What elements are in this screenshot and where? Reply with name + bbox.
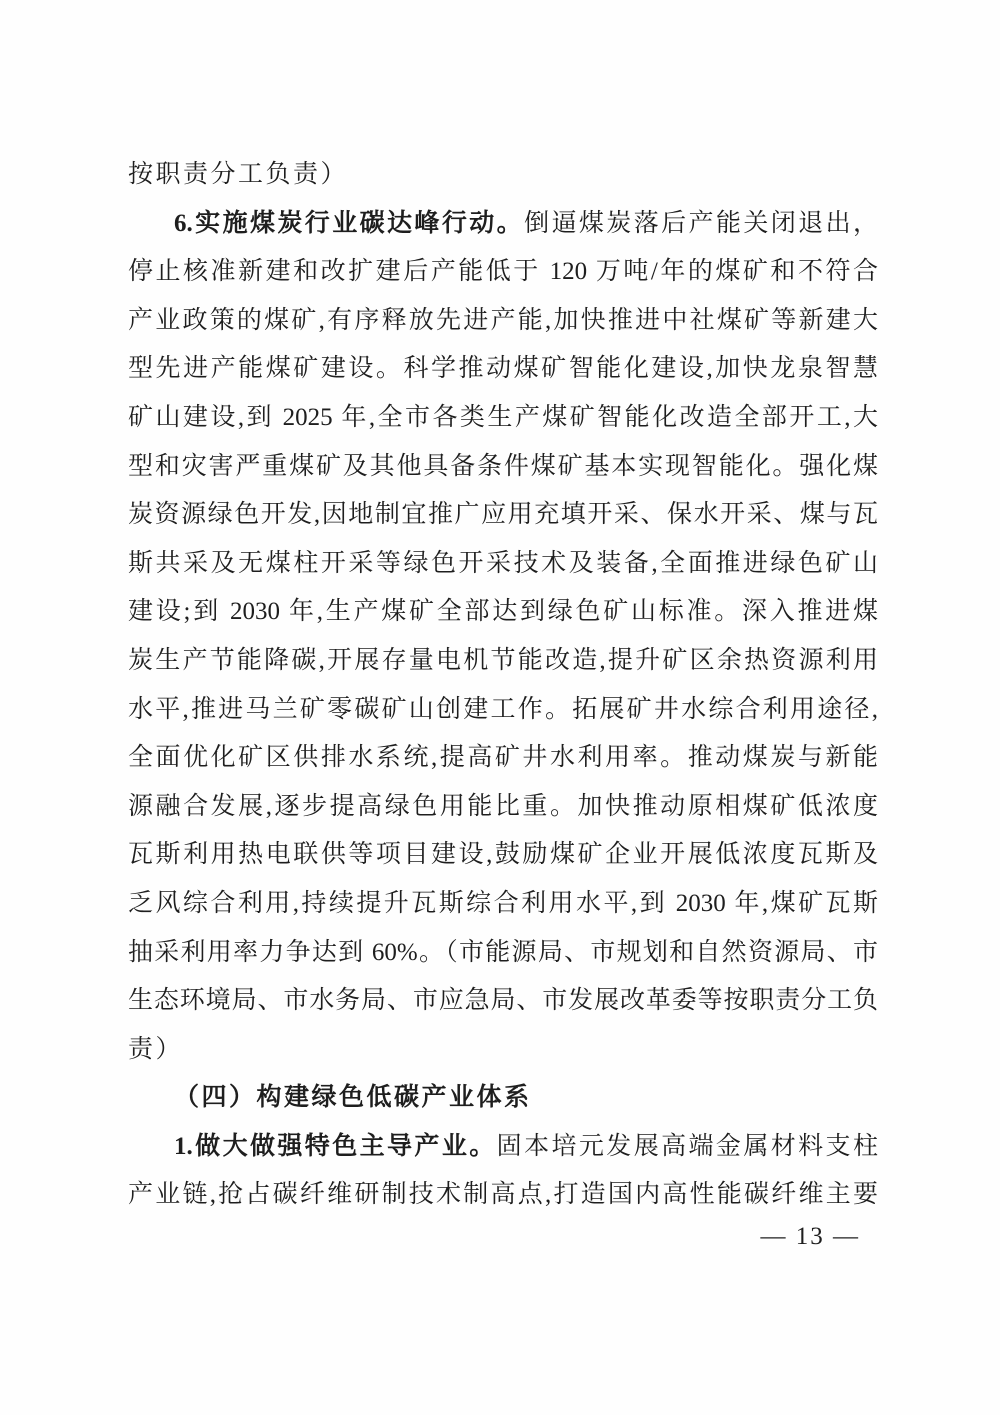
text-line: 生态环境局、市水务局、市应急局、市发展改革委等按职责分工负 (128, 987, 878, 1015)
text-line: 全面优化矿区供排水系统,提高矿井水利用率。推动煤炭与新能 (128, 744, 878, 772)
paragraph-1-first-line (128, 1123, 878, 1172)
text-line: 产业链,抢占碳纤维研制技术制高点,打造国内高性能碳纤维主要 (128, 1181, 878, 1209)
text-line: 矿山建设,到 2025 年,全市各类生产煤矿智能化改造全部开工,大 (128, 403, 878, 431)
text-line: 抽采利用率力争达到 60%。（市能源局、市规划和自然资源局、市 (128, 938, 878, 966)
page-number: — 13 — (760, 1223, 860, 1250)
paragraph-lead: 1.做大做强特色主导产业。 (174, 1132, 497, 1160)
text-line: 源融合发展,逐步提高绿色用能比重。加快推动原相煤矿低浓度 (128, 792, 878, 820)
text-line: 斯共采及无煤柱开采等绿色开采技术及装备,全面推进绿色矿山 (128, 549, 878, 577)
text-line: 倒逼煤炭落后产能关闭退出， (524, 209, 878, 237)
text-line: 固本培元发展高端金属材料支柱 (496, 1132, 878, 1160)
text-line: 建设;到 2030 年,生产煤矿全部达到绿色矿山标准。深入推进煤 (128, 598, 878, 626)
text-line: 产业政策的煤矿,有序释放先进产能,加快推进中社煤矿等新建大 (128, 306, 878, 334)
text-line: 型和灾害严重煤矿及其他具备条件煤矿基本实现智能化。强化煤 (128, 452, 878, 480)
document-text-block (128, 151, 878, 1220)
text-line: 炭资源绿色开发,因地制宜推广应用充填开采、保水开采、煤与瓦 (128, 501, 878, 529)
text-line: 乏风综合利用,持续提升瓦斯综合利用水平,到 2030 年,煤矿瓦斯 (128, 889, 878, 917)
text-line: 按职责分工负责） (128, 161, 349, 188)
text-line: 水平,推进马兰矿零碳矿山创建工作。拓展矿井水综合利用途径, (128, 695, 878, 723)
text-line: 型先进产能煤矿建设。科学推动煤矿智能化建设,加快龙泉智慧 (128, 355, 878, 383)
section-heading: （四）构建绿色低碳产业体系 (174, 1084, 532, 1112)
paragraph-6-first-line (128, 200, 878, 249)
paragraph-lead: 6.实施煤炭行业碳达峰行动。 (174, 209, 525, 237)
text-line: 责） (128, 1035, 184, 1063)
text-line: 瓦斯利用热电联供等项目建设,鼓励煤矿企业开展低浓度瓦斯及 (128, 841, 878, 869)
text-line: 停止核准新建和改扩建后产能低于 120 万吨/年的煤矿和不符合 (128, 258, 878, 286)
text-line: 炭生产节能降碳,开展存量电机节能改造,提升矿区余热资源利用 (128, 646, 878, 674)
